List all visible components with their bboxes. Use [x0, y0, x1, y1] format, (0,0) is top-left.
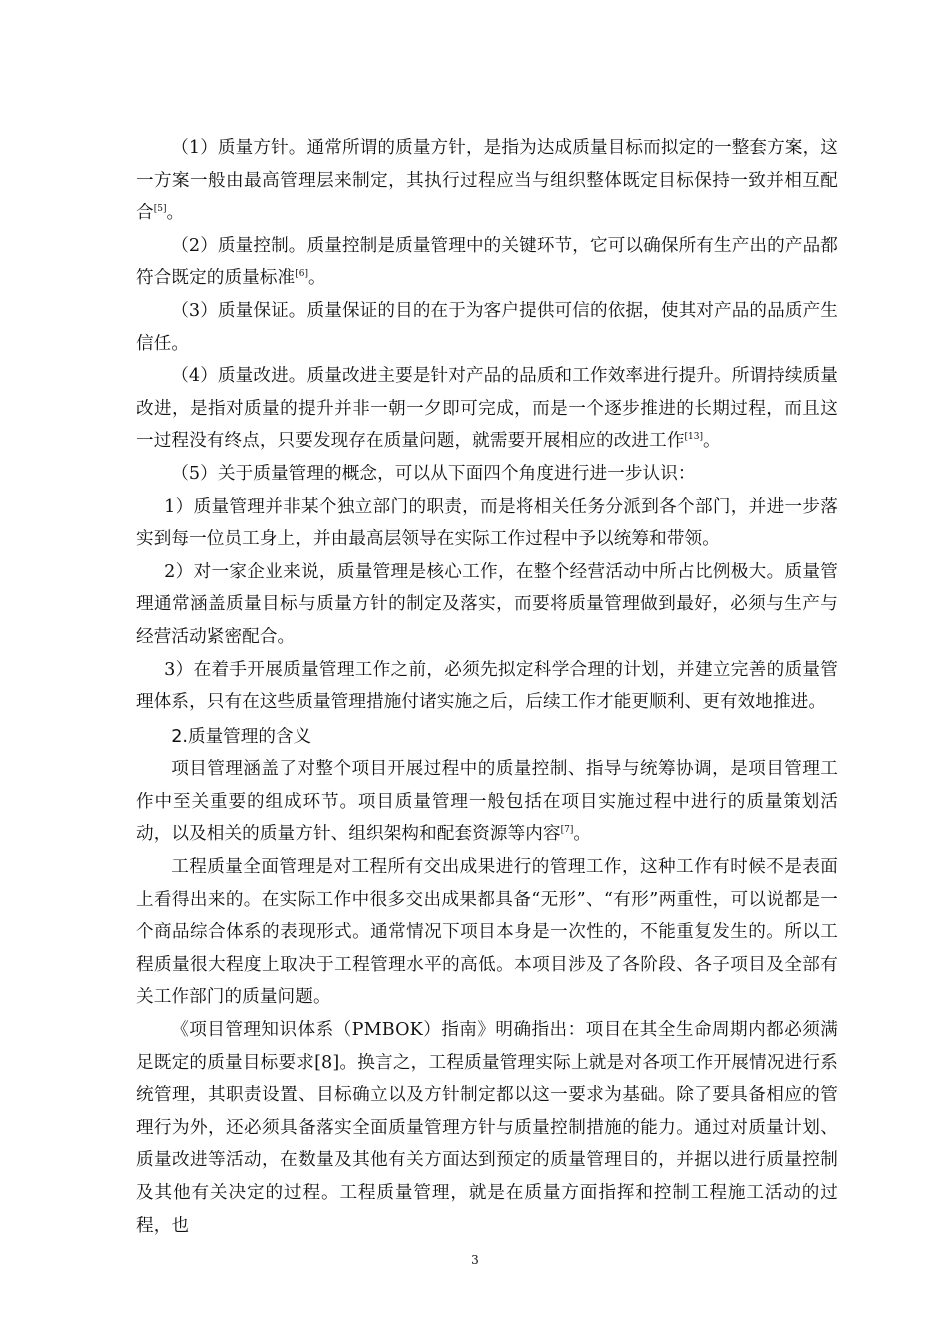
paragraph-concept-intro: （5）关于质量管理的概念，可以从下面四个角度进行进一步认识：: [171, 463, 696, 484]
citation: [6]: [295, 269, 308, 280]
paragraph-quality-assurance: （3）质量保证。质量保证的目的在于为客户提供可信的依据，使其对产品的品质产生信任。: [136, 300, 838, 354]
document-body: [136, 132, 838, 1242]
citation: [5]: [153, 204, 167, 215]
citation: [7]: [560, 825, 574, 836]
list-item-1: 1）质量管理并非某个独立部门的职责，而是将相关任务分派到各个部门，并进一步落实到每一位员工身上，并由最高层领导在实际工作过程中予以统筹和带领。: [136, 496, 838, 550]
section-heading: 2.质量管理的含义: [171, 726, 312, 747]
paragraph-quality-policy: （1）质量方针。通常所谓的质量方针，是指为达成质量目标而拟定的一整套方案，这一方案一般由最高管理层来制定，其执行过程应当与组织整体既定目标保持一致并相互配合[5]。: [136, 138, 838, 224]
list-item-3: 3）在着手开展质量管理工作之前，必须先拟定科学合理的计划，并建立完善的质量管理体系，只有在这些质量管理措施付诸实施之后，后续工作才能更顺利、更有效地推进。: [136, 659, 838, 713]
page-number: 3: [471, 1253, 479, 1267]
paragraph-engineering-quality: 工程质量全面管理是对工程所有交出成果进行的管理工作，这种工作有时候不是表面上看得出来的。在实际工作中很多交出成果都具备“无形”、“有形”两重性，可以说都是一个商品综合体系的表现形式。通常情况下项目本身是一次性的，不能重复发生的。所以工程质量很大程度上取决于工程管理水平的高低。本项目涉及了各阶段、各子项目及全部有关工作部门的质量问题。: [136, 857, 838, 1008]
paragraph-project-management: 项目管理涵盖了对整个项目开展过程中的质量控制、指导与统筹协调，是项目管理工作中至关重要的组成环节。项目质量管理一般包括在项目实施过程中进行的质量策划活动，以及相关的质量方针、组织架构和配套资源等内容[7]。: [136, 759, 838, 845]
citation: [13]: [684, 432, 703, 443]
list-item-2: 2）对一家企业来说，质量管理是核心工作，在整个经营活动中所占比例极大。质量管理通常涵盖质量目标与质量方针的制定及落实，而要将质量管理做到最好，必须与生产与经营活动紧密配合。: [136, 561, 838, 647]
paragraph-quality-improvement: （4）质量改进。质量改进主要是针对产品的品质和工作效率进行提升。所谓持续质量改进，是指对质量的提升并非一朝一夕即可完成，而是一个逐步推进的长期过程，而且这一过程没有终点，只要发现存在质量问题，就需要开展相应的改进工作[13]。: [136, 366, 838, 452]
paragraph-pmbok: 《项目管理知识体系（PMBOK）指南》明确指出：项目在其全生命周期内都必须满足既定的质量目标要求[8]。换言之，工程质量管理实际上就是对各项工作开展情况进行系统管理，其职责设置、目标确立以及方针制定都以这一要求为基础。除了要具备相应的管理行为外，还必须具备落实全面质量管理方针与质量控制措施的能力。通过对质量计划、质量改进等活动，在数量及其他有关方面达到预定的质量管理目的，并据以进行质量控制及其他有关决定的过程。工程质量管理，就是在质量方面指挥和控制工程施工活动的过程，也: [136, 1020, 838, 1236]
paragraph-quality-control: （2）质量控制。质量控制是质量管理中的关键环节，它可以确保所有生产出的产品都符合既定的质量标准[6]。: [136, 235, 838, 289]
